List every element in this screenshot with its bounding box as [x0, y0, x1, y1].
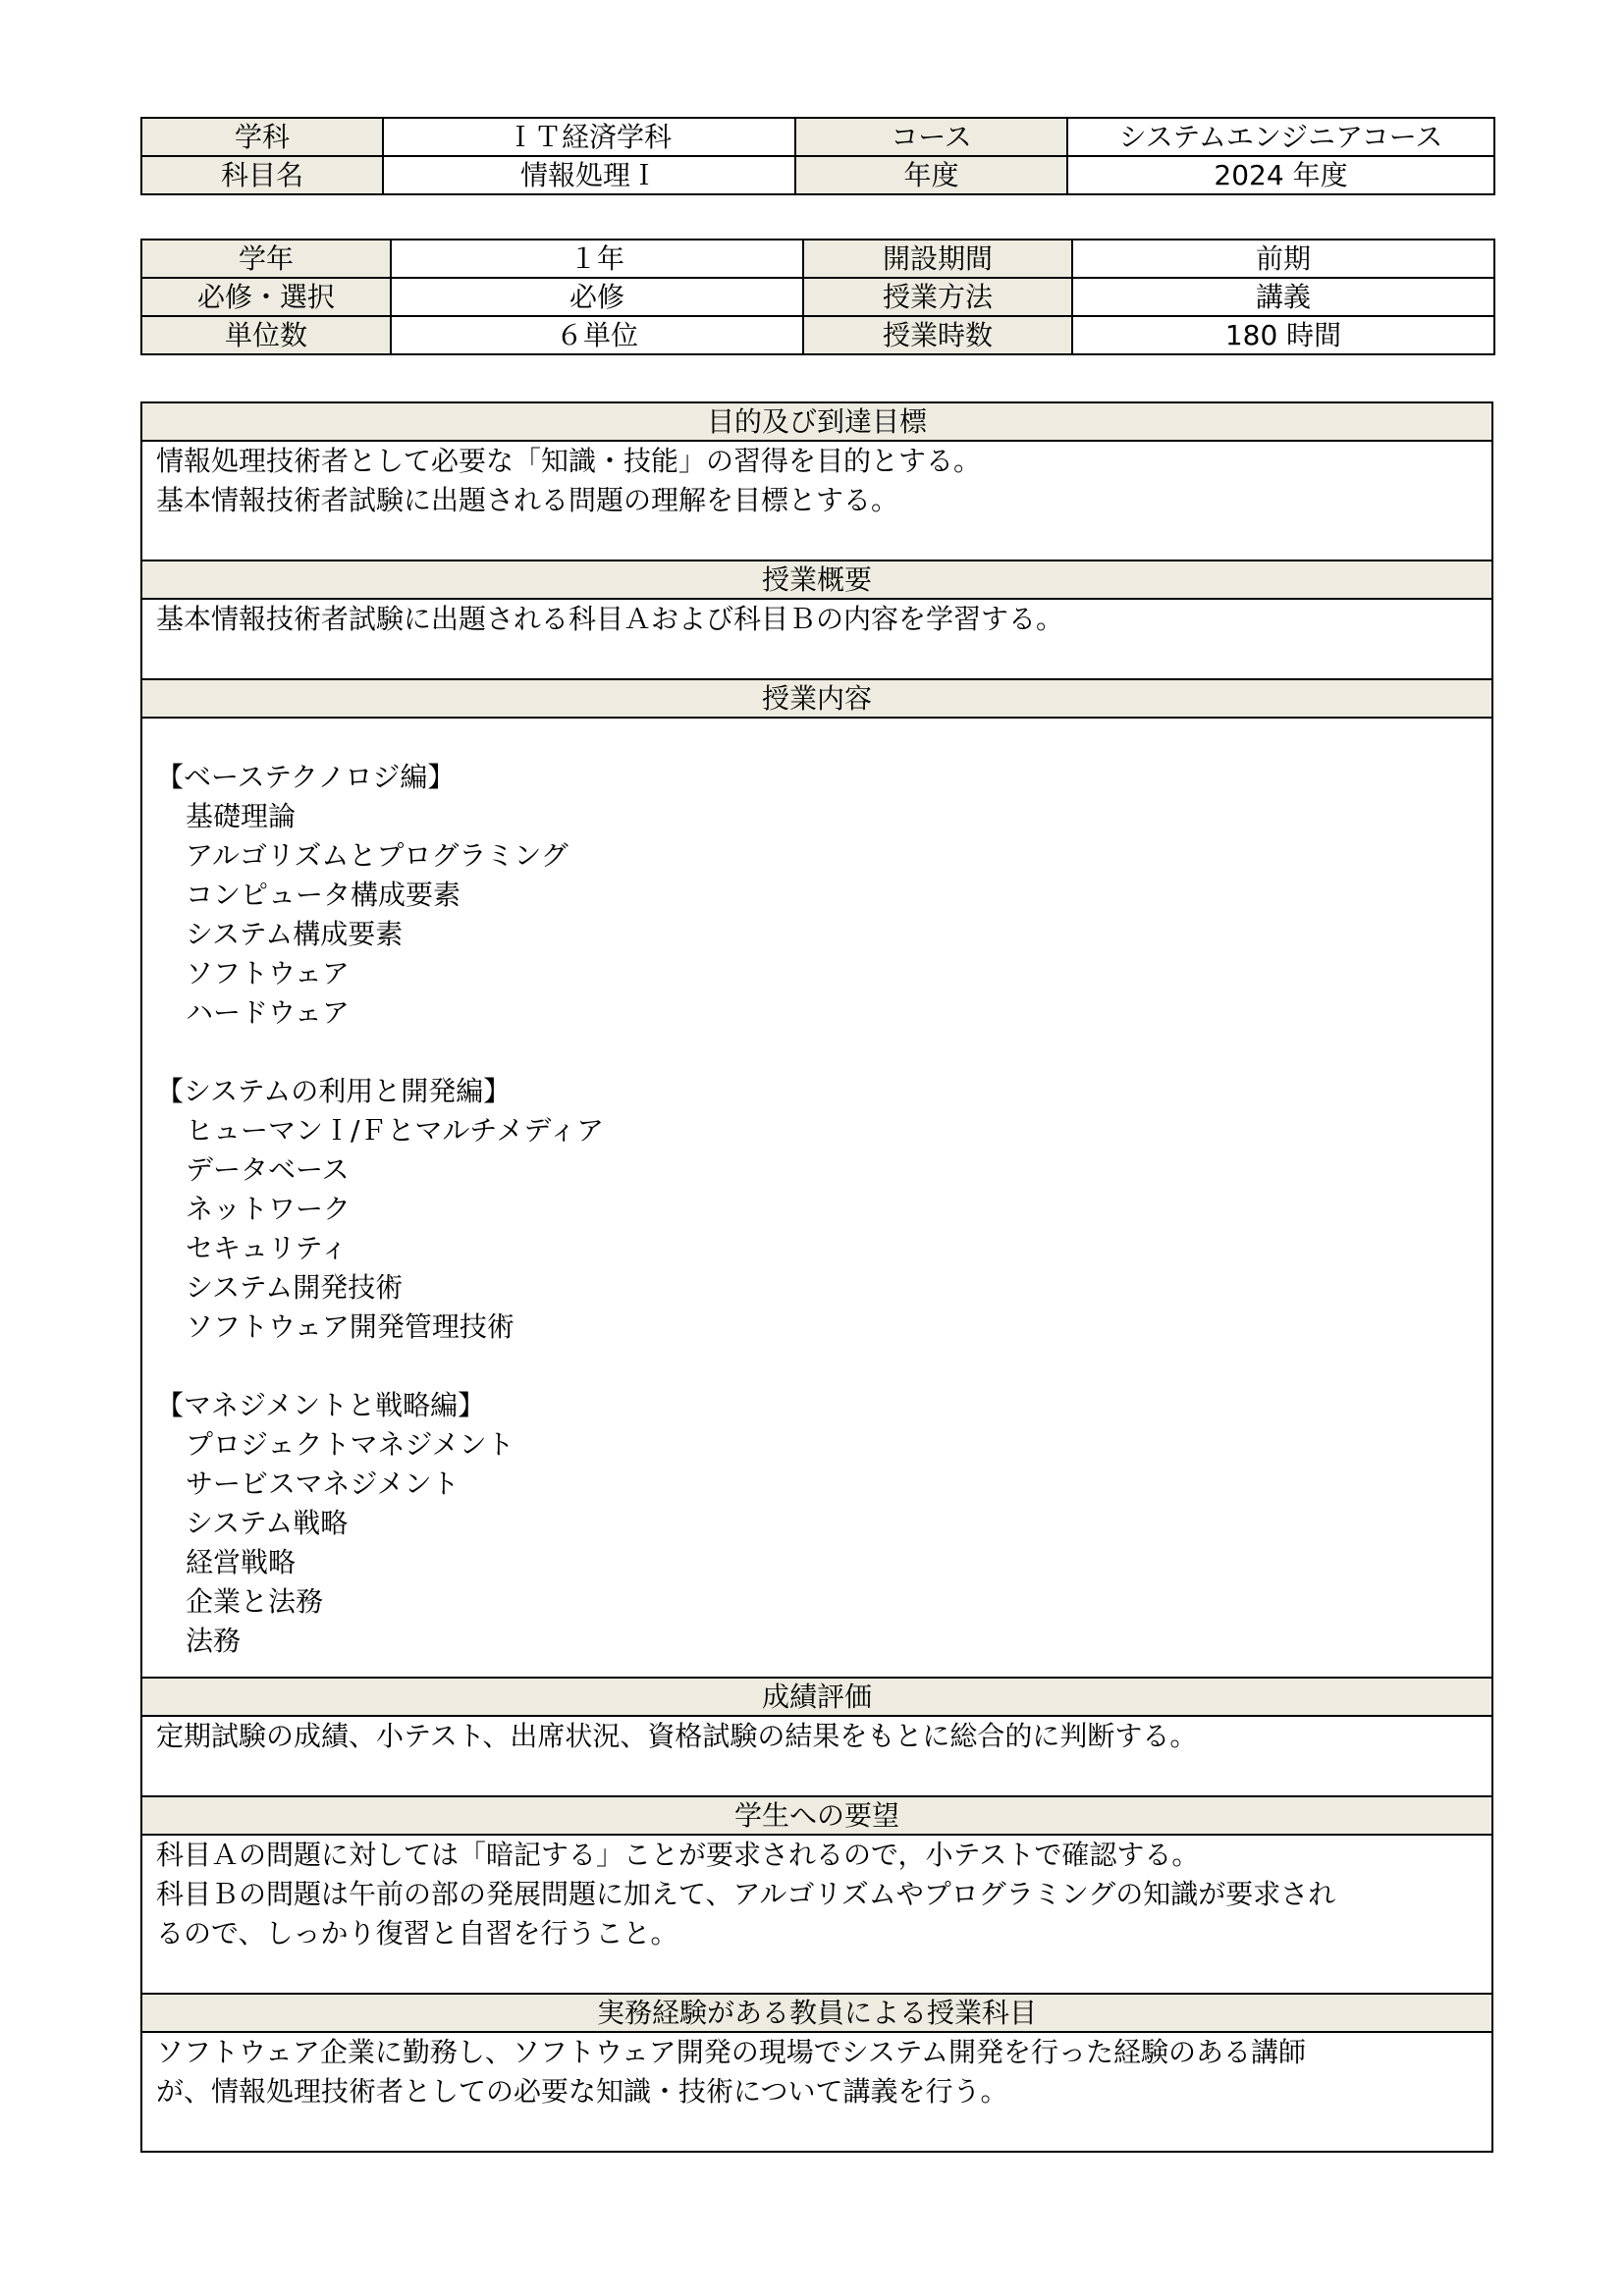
content-topic: ネットワーク: [186, 1193, 352, 1225]
syllabus-table: [140, 401, 1493, 2153]
credits-value: ６単位: [391, 316, 803, 354]
method-label: 授業方法: [803, 278, 1072, 316]
content-topic: データベース: [186, 1153, 350, 1186]
evaluation-heading: 成績評価: [141, 1678, 1492, 1716]
content-topic: ハードウェア: [186, 996, 350, 1029]
requests-line: るので、しっかり復習と自習を行うこと。: [156, 1917, 678, 1949]
hours-label: 授業時数: [803, 316, 1072, 354]
content-topic: システム戦略: [186, 1507, 349, 1539]
evaluation-line: 定期試験の成績、小テスト、出席状況、資格試験の結果をもとに総合的に判断する。: [156, 1720, 1198, 1752]
content-topic: システム構成要素: [186, 918, 404, 950]
subject-value: 情報処理Ｉ: [383, 156, 795, 194]
content-topic: セキュリティ: [186, 1232, 349, 1264]
content-heading: 授業内容: [141, 679, 1492, 718]
content-topic: 法務: [186, 1625, 242, 1657]
content-topic: 基礎理論: [186, 800, 297, 832]
table-row: [141, 316, 1494, 354]
table-row: [141, 240, 1494, 278]
content-group-title: 【ベーステクノロジ編】: [156, 761, 456, 793]
overview-heading: 授業概要: [141, 561, 1492, 599]
content-topic: サービスマネジメント: [186, 1468, 460, 1500]
requests-line: 科目Ｂの問題は午前の部の発展問題に加えて、アルゴリズムやプログラミングの知識が要求され: [156, 1878, 1336, 1910]
credits-label: 単位数: [141, 316, 391, 354]
requests-heading: 学生への要望: [141, 1796, 1492, 1835]
content-topic: 企業と法務: [186, 1585, 324, 1618]
experience-heading: 実務経験がある教員による授業科目: [141, 1994, 1492, 2032]
grade-value: １年: [391, 240, 803, 278]
course-label: コース: [795, 118, 1067, 156]
required-label: 必修・選択: [141, 278, 391, 316]
class-info-table: [140, 239, 1495, 355]
subject-label: 科目名: [141, 156, 383, 194]
content-topic: ヒューマンＩ/Ｆとマルチメディア: [186, 1114, 605, 1147]
content-topic: 経営戦略: [186, 1546, 297, 1578]
objectives-line: 基本情報技術者試験に出題される問題の理解を目標とする。: [156, 484, 899, 516]
dept-value: ＩＴ経済学科: [383, 118, 795, 156]
experience-line: が、情報処理技術者としての必要な知識・技術について講義を行う。: [156, 2075, 1008, 2108]
overview-body: [141, 599, 1492, 679]
hours-value: 180 時間: [1072, 316, 1494, 354]
method-value: 講義: [1072, 278, 1494, 316]
year-label: 年度: [795, 156, 1067, 194]
period-label: 開設期間: [803, 240, 1072, 278]
content-topic: コンピュータ構成要素: [186, 879, 461, 911]
dept-label: 学科: [141, 118, 383, 156]
year-value: 2024 年度: [1067, 156, 1494, 194]
objectives-body: [141, 441, 1492, 561]
experience-line: ソフトウェア企業に勤務し、ソフトウェア開発の現場でシステム開発を行った経験のある講師: [156, 2036, 1306, 2068]
period-value: 前期: [1072, 240, 1494, 278]
objectives-heading: 目的及び到達目標: [141, 402, 1492, 441]
content-topic: アルゴリズムとプログラミング: [186, 839, 568, 872]
required-value: 必修: [391, 278, 803, 316]
table-row: [141, 118, 1494, 156]
table-row: [141, 278, 1494, 316]
overview-line: 基本情報技術者試験に出題される科目Ａおよび科目Ｂの内容を学習する。: [156, 603, 1064, 635]
course-info-table: [140, 117, 1495, 195]
evaluation-body: [141, 1716, 1492, 1796]
content-topic: ソフトウェア開発管理技術: [186, 1310, 514, 1343]
content-group-title: 【マネジメントと戦略編】: [156, 1389, 486, 1421]
requests-body: [141, 1835, 1492, 1994]
requests-line: 科目Ａの問題に対しては「暗記する」ことが要求されるので，小テストで確認する。: [156, 1839, 1200, 1871]
experience-body: [141, 2032, 1492, 2152]
objectives-line: 情報処理技術者として必要な「知識・技能」の習得を目的とする。: [156, 445, 982, 477]
content-topic: プロジェクトマネジメント: [186, 1428, 514, 1461]
content-group-title: 【システムの利用と開発編】: [156, 1075, 512, 1107]
course-value: システムエンジニアコース: [1067, 118, 1494, 156]
grade-label: 学年: [141, 240, 391, 278]
content-topic: システム開発技術: [186, 1271, 404, 1304]
table-row: [141, 156, 1494, 194]
content-body: [141, 718, 1492, 1678]
content-topic: ソフトウェア: [186, 957, 350, 989]
